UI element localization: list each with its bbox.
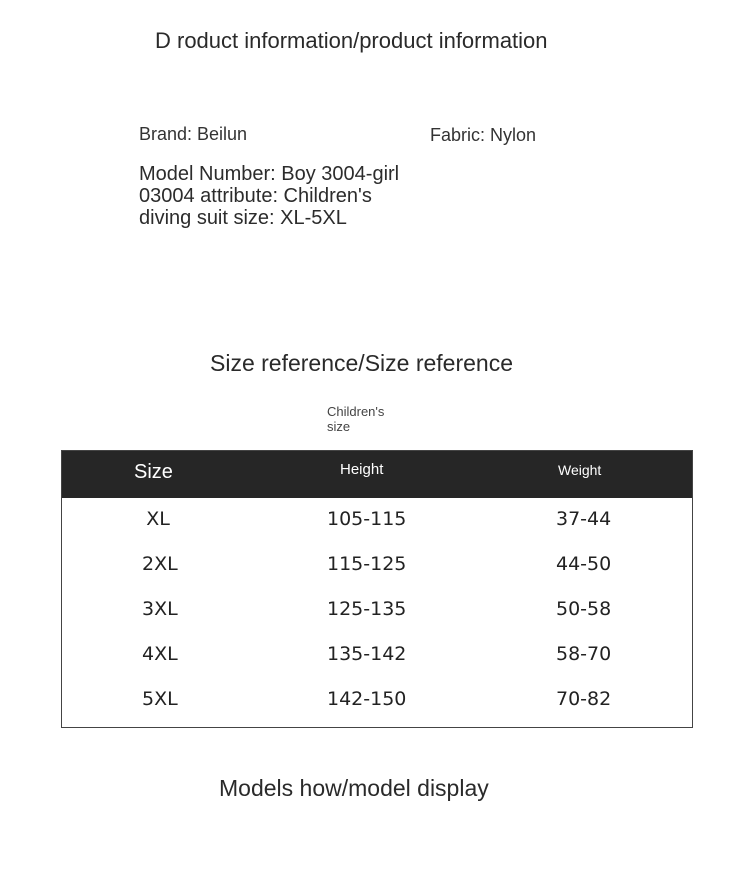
size-table: [61, 450, 693, 728]
cell-height: 125-135: [327, 598, 407, 620]
size-reference-title: Size reference/Size reference: [210, 350, 513, 376]
cell-height: 105-115: [327, 508, 407, 530]
cell-weight: 37-44: [556, 508, 612, 530]
table-row: [62, 543, 692, 588]
cell-size: 2XL: [142, 553, 178, 575]
cell-height: 142-150: [327, 688, 407, 710]
table-row: [62, 498, 692, 543]
table-row: [62, 633, 692, 678]
cell-height: 115-125: [327, 553, 407, 575]
model-display-title: Models how/model display: [219, 775, 489, 801]
size-table-header: [62, 451, 692, 498]
cell-size: 4XL: [142, 643, 178, 665]
cell-weight: 70-82: [556, 688, 612, 710]
product-info-title: D roduct information/product information: [155, 28, 548, 53]
fabric-text: Fabric: Nylon: [430, 125, 537, 145]
table-row: [62, 678, 692, 723]
cell-weight: 58-70: [556, 643, 612, 665]
brand-text: Brand: Beilun: [139, 124, 248, 144]
model-number-line-3: diving suit size: XL-5XL: [139, 207, 347, 229]
header-height: Height: [340, 461, 384, 478]
header-size: Size: [134, 461, 173, 483]
cell-size: 5XL: [142, 688, 178, 710]
model-number-line-2: 03004 attribute: Children's: [139, 185, 372, 207]
children-size-label: Children's size: [327, 404, 385, 434]
model-number-line-1: Model Number: Boy 3004-girl: [139, 163, 400, 185]
cell-weight: 50-58: [556, 598, 612, 620]
cell-weight: 44-50: [556, 553, 612, 575]
cell-size: 3XL: [142, 598, 178, 620]
header-weight: Weight: [558, 462, 602, 478]
cell-size: XL: [146, 508, 170, 530]
cell-height: 135-142: [327, 643, 407, 665]
table-row: [62, 588, 692, 633]
